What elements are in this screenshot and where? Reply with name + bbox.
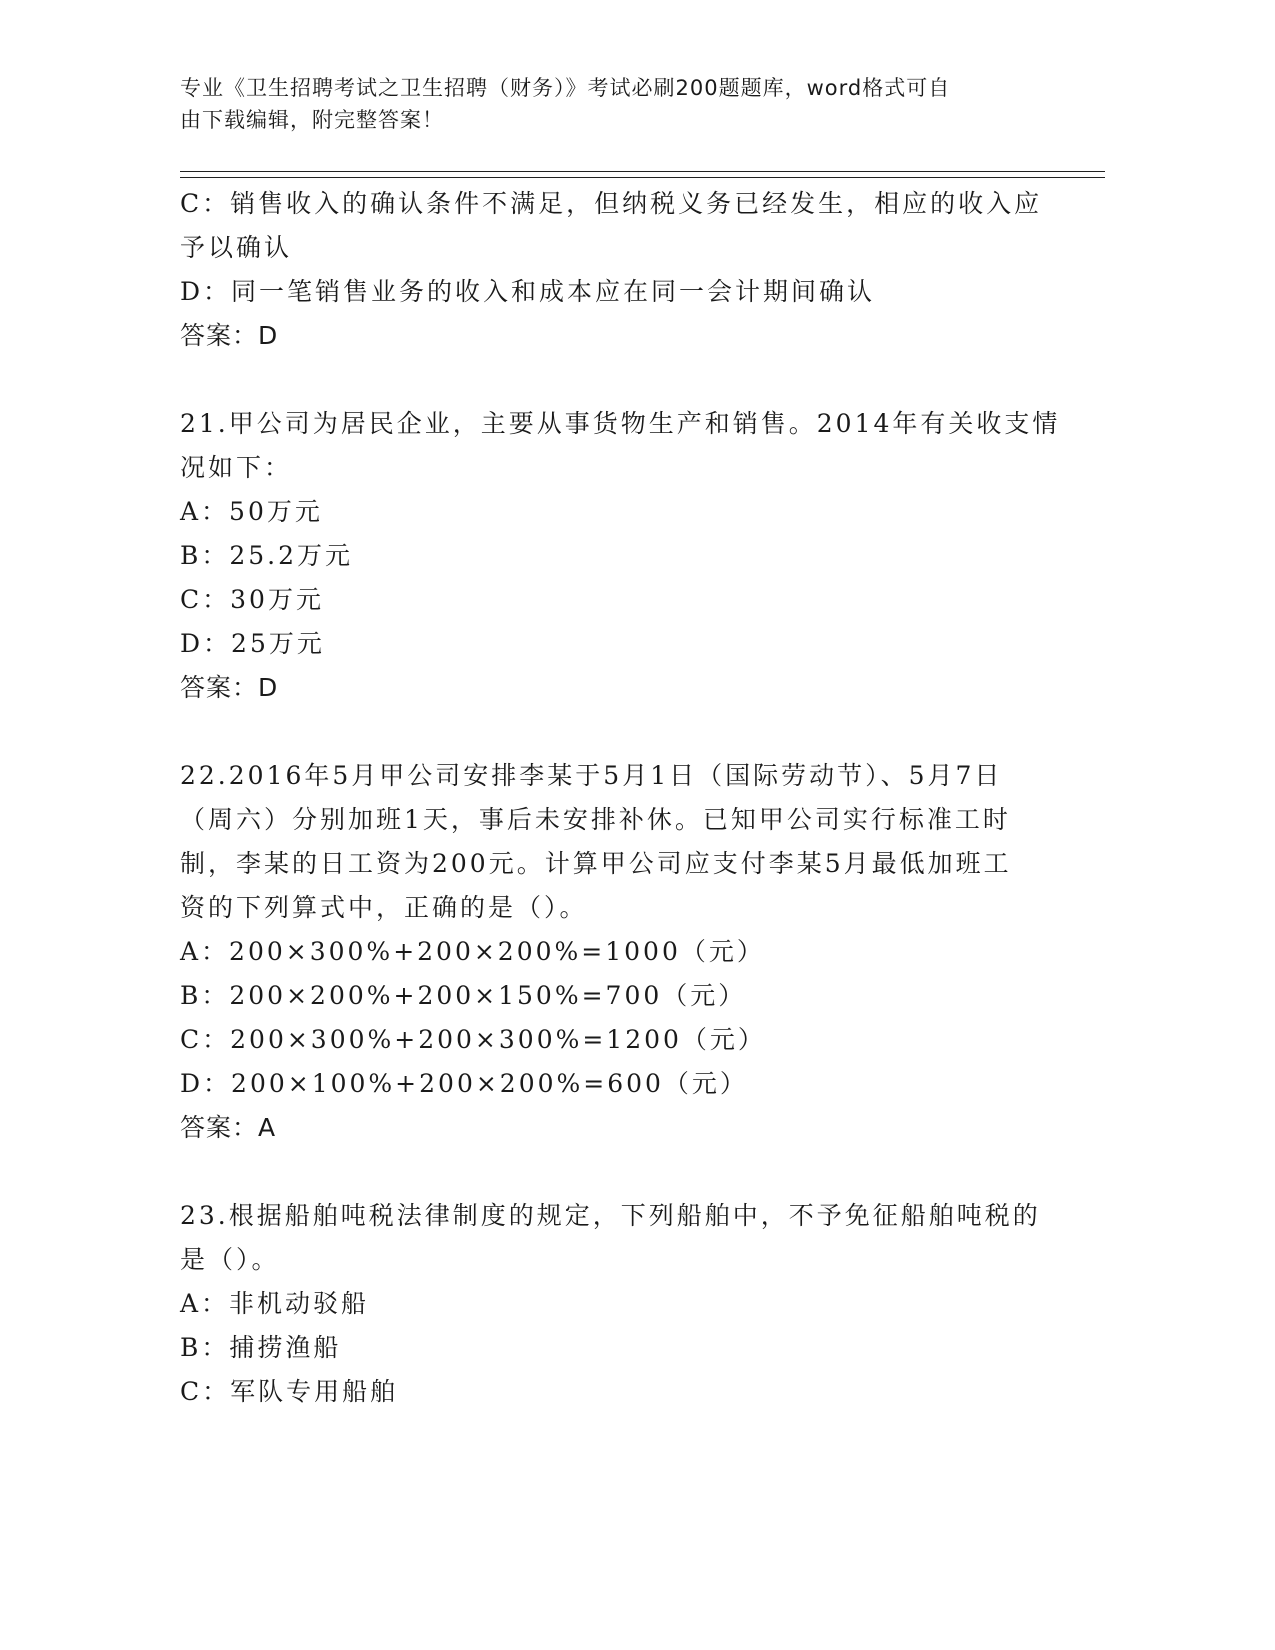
header-divider-top (180, 171, 1105, 172)
question-stem-line-1: 21.甲公司为居民企业，主要从事货物生产和销售。2014年有关收支情 (180, 409, 1061, 438)
option-d: D：同一笔销售业务的收入和成本应在同一会计期间确认 (180, 277, 876, 306)
question-22 (180, 754, 1060, 1150)
question-stem-line-1: 22.2016年5月甲公司安排李某于5月1日（国际劳动节）、5月7日 (180, 761, 1003, 790)
header-line-1: 专业《卫生招聘考试之卫生招聘（财务）》考试必刷200题题库，word格式可自 (180, 76, 951, 100)
option-c-line-1: C：销售收入的确认条件不满足，但纳税义务已经发生，相应的收入应 (180, 189, 1043, 218)
question-21 (180, 402, 1060, 710)
document-header (180, 72, 1040, 136)
option-c: C：30万元 (180, 585, 324, 614)
option-a: A：200×300%+200×200%=1000（元） (180, 937, 765, 966)
header-line-2: 由下载编辑，附完整答案！ (180, 108, 444, 132)
answer-label: 答案：D (180, 673, 279, 702)
question-stem-line-1: 23.根据船舶吨税法律制度的规定，下列船舶中，不予免征船舶吨税的 (180, 1201, 1041, 1230)
question-23 (180, 1194, 1060, 1414)
question-stem-line-3: 制，李某的日工资为200元。计算甲公司应支付李某5月最低加班工 (180, 849, 1012, 878)
question-stem-line-2: 是（）。 (180, 1245, 280, 1274)
spacer (180, 358, 1060, 402)
option-c: C：军队专用船舶 (180, 1377, 399, 1406)
option-b: B：捕捞渔船 (180, 1333, 342, 1362)
option-c: C：200×300%+200×300%=1200（元） (180, 1025, 766, 1054)
question-stem-line-2: 况如下： (180, 453, 293, 482)
option-d: D：25万元 (180, 629, 325, 658)
option-a: A：50万元 (180, 497, 323, 526)
option-c-line-2: 予以确认 (180, 233, 293, 262)
answer-label: 答案：D (180, 321, 279, 350)
header-divider-bottom (180, 177, 1105, 178)
question-stem-line-4: 资的下列算式中，正确的是（）。 (180, 893, 588, 922)
option-a: A：非机动驳船 (180, 1289, 370, 1318)
answer-label: 答案：A (180, 1113, 277, 1142)
option-b: B：200×200%+200×150%=700（元） (180, 981, 747, 1010)
option-b: B：25.2万元 (180, 541, 354, 570)
spacer (180, 1150, 1060, 1194)
option-d: D：200×100%+200×200%=600（元） (180, 1069, 748, 1098)
question-content (180, 182, 1060, 1414)
question-stem-line-2: （周六）分别加班1天，事后未安排补休。已知甲公司实行标准工时 (180, 805, 1011, 834)
question-fragment (180, 182, 1060, 358)
spacer (180, 710, 1060, 754)
